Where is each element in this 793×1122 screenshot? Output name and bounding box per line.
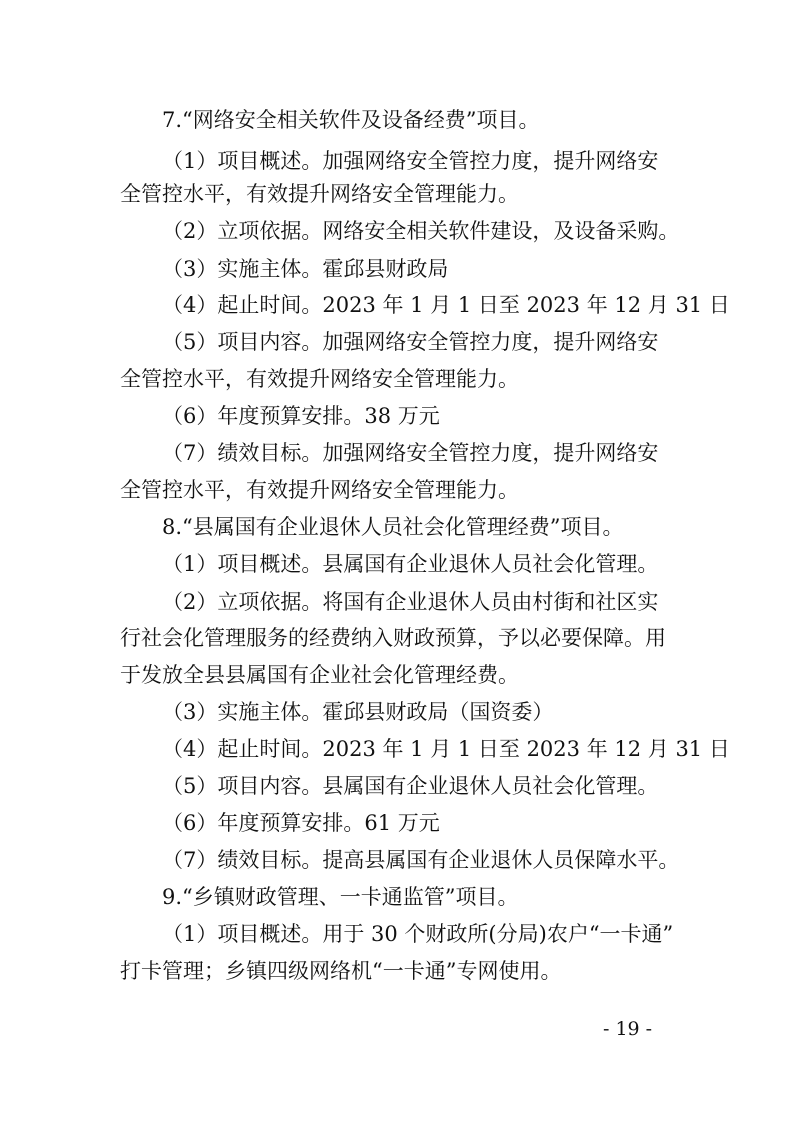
text-line: 7.“网络安全相关软件及设备经费”项目。 xyxy=(162,108,540,132)
text-line: （4）起止时间。2023 年 1 月 1 日至 2023 年 12 月 31 日 xyxy=(162,293,730,317)
text-line: （6）年度预算安排。38 万元 xyxy=(162,404,440,428)
text-line: 全管控水平，有效提升网络安全管理能力。 xyxy=(120,367,519,391)
text-line: （4）起止时间。2023 年 1 月 1 日至 2023 年 12 月 31 日 xyxy=(162,737,730,761)
text-line: 于发放全县县属国有企业社会化管理经费。 xyxy=(120,663,519,687)
text-line: 行社会化管理服务的经费纳入财政预算，予以必要保障。用 xyxy=(120,626,666,650)
text-line: （1）项目概述。用于 30 个财政所(分局)农户“一卡通” xyxy=(162,922,674,946)
text-line: 9.“乡镇财政管理、一卡通监管”项目。 xyxy=(162,885,519,909)
text-line: （7）绩效目标。加强网络安全管控力度，提升网络安 xyxy=(162,441,659,465)
text-line: （7）绩效目标。提高县属国有企业退休人员保障水平。 xyxy=(162,848,680,872)
text-line: （3）实施主体。霍邱县财政局 xyxy=(162,257,449,281)
text-line: （3）实施主体。霍邱县财政局（国资委） xyxy=(162,700,554,724)
text-line: 8.“县属国有企业退休人员社会化管理经费”项目。 xyxy=(162,515,624,539)
page-number: - 19 - xyxy=(603,1018,653,1040)
text-line: 全管控水平，有效提升网络安全管理能力。 xyxy=(120,182,519,206)
text-line: （2）立项依据。网络安全相关软件建设，及设备采购。 xyxy=(162,219,680,243)
text-line: （1）项目概述。加强网络安全管控力度，提升网络安 xyxy=(162,149,659,173)
text-line: 打卡管理；乡镇四级网络机“一卡通”专网使用。 xyxy=(120,959,562,983)
text-line: （5）项目内容。加强网络安全管控力度，提升网络安 xyxy=(162,330,659,354)
text-line: 全管控水平，有效提升网络安全管理能力。 xyxy=(120,478,519,502)
text-line: （5）项目内容。县属国有企业退休人员社会化管理。 xyxy=(162,774,659,798)
text-line: （1）项目概述。县属国有企业退休人员社会化管理。 xyxy=(162,552,659,576)
text-line: （2）立项依据。将国有企业退休人员由村街和社区实 xyxy=(162,590,659,614)
text-line: （6）年度预算安排。61 万元 xyxy=(162,811,440,835)
